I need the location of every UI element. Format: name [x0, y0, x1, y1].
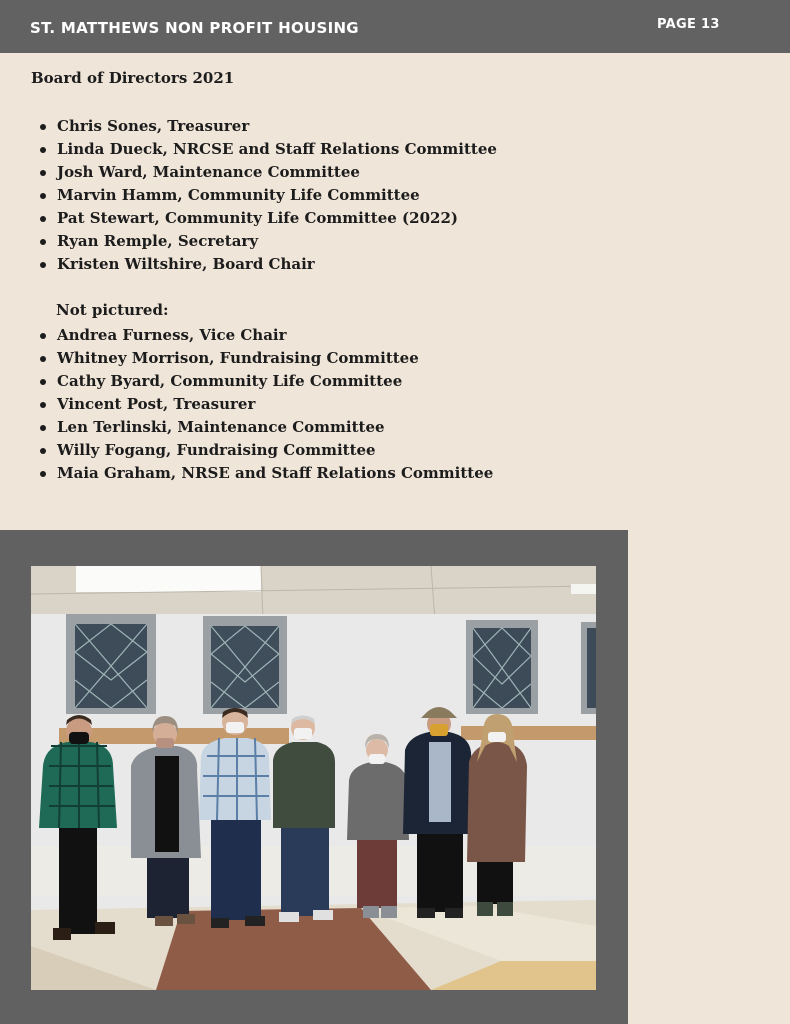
list-item: Kristen Wiltshire, Board Chair [57, 253, 497, 276]
list-item: Linda Dueck, NRCSE and Staff Relations Committee [57, 138, 497, 161]
list-item: Chris Sones, Treasurer [57, 115, 497, 138]
list-item: Marvin Hamm, Community Life Committee [57, 184, 497, 207]
not-pictured-members-list [0, 324, 493, 485]
list-item: Whitney Morrison, Fundraising Committee [57, 347, 493, 370]
list-item: Andrea Furness, Vice Chair [57, 324, 493, 347]
list-item: Cathy Byard, Community Life Committee [57, 370, 493, 393]
list-item: Len Terlinski, Maintenance Committee [57, 416, 493, 439]
list-item: Maia Graham, NRSE and Staff Relations Committee [57, 462, 493, 485]
group-photo [31, 566, 596, 990]
list-item: Josh Ward, Maintenance Committee [57, 161, 497, 184]
list-item: Pat Stewart, Community Life Committee (2022) [57, 207, 497, 230]
page-header [0, 0, 790, 53]
not-pictured-label: Not pictured: [56, 301, 169, 319]
page-number: PAGE 13 [657, 17, 720, 32]
organization-title: ST. MATTHEWS NON PROFIT HOUSING [30, 19, 359, 37]
list-item: Ryan Remple, Secretary [57, 230, 497, 253]
pictured-members-list [0, 115, 497, 276]
list-item: Vincent Post, Treasurer [57, 393, 493, 416]
list-item: Willy Fogang, Fundraising Committee [57, 439, 493, 462]
board-title: Board of Directors 2021 [31, 69, 235, 87]
